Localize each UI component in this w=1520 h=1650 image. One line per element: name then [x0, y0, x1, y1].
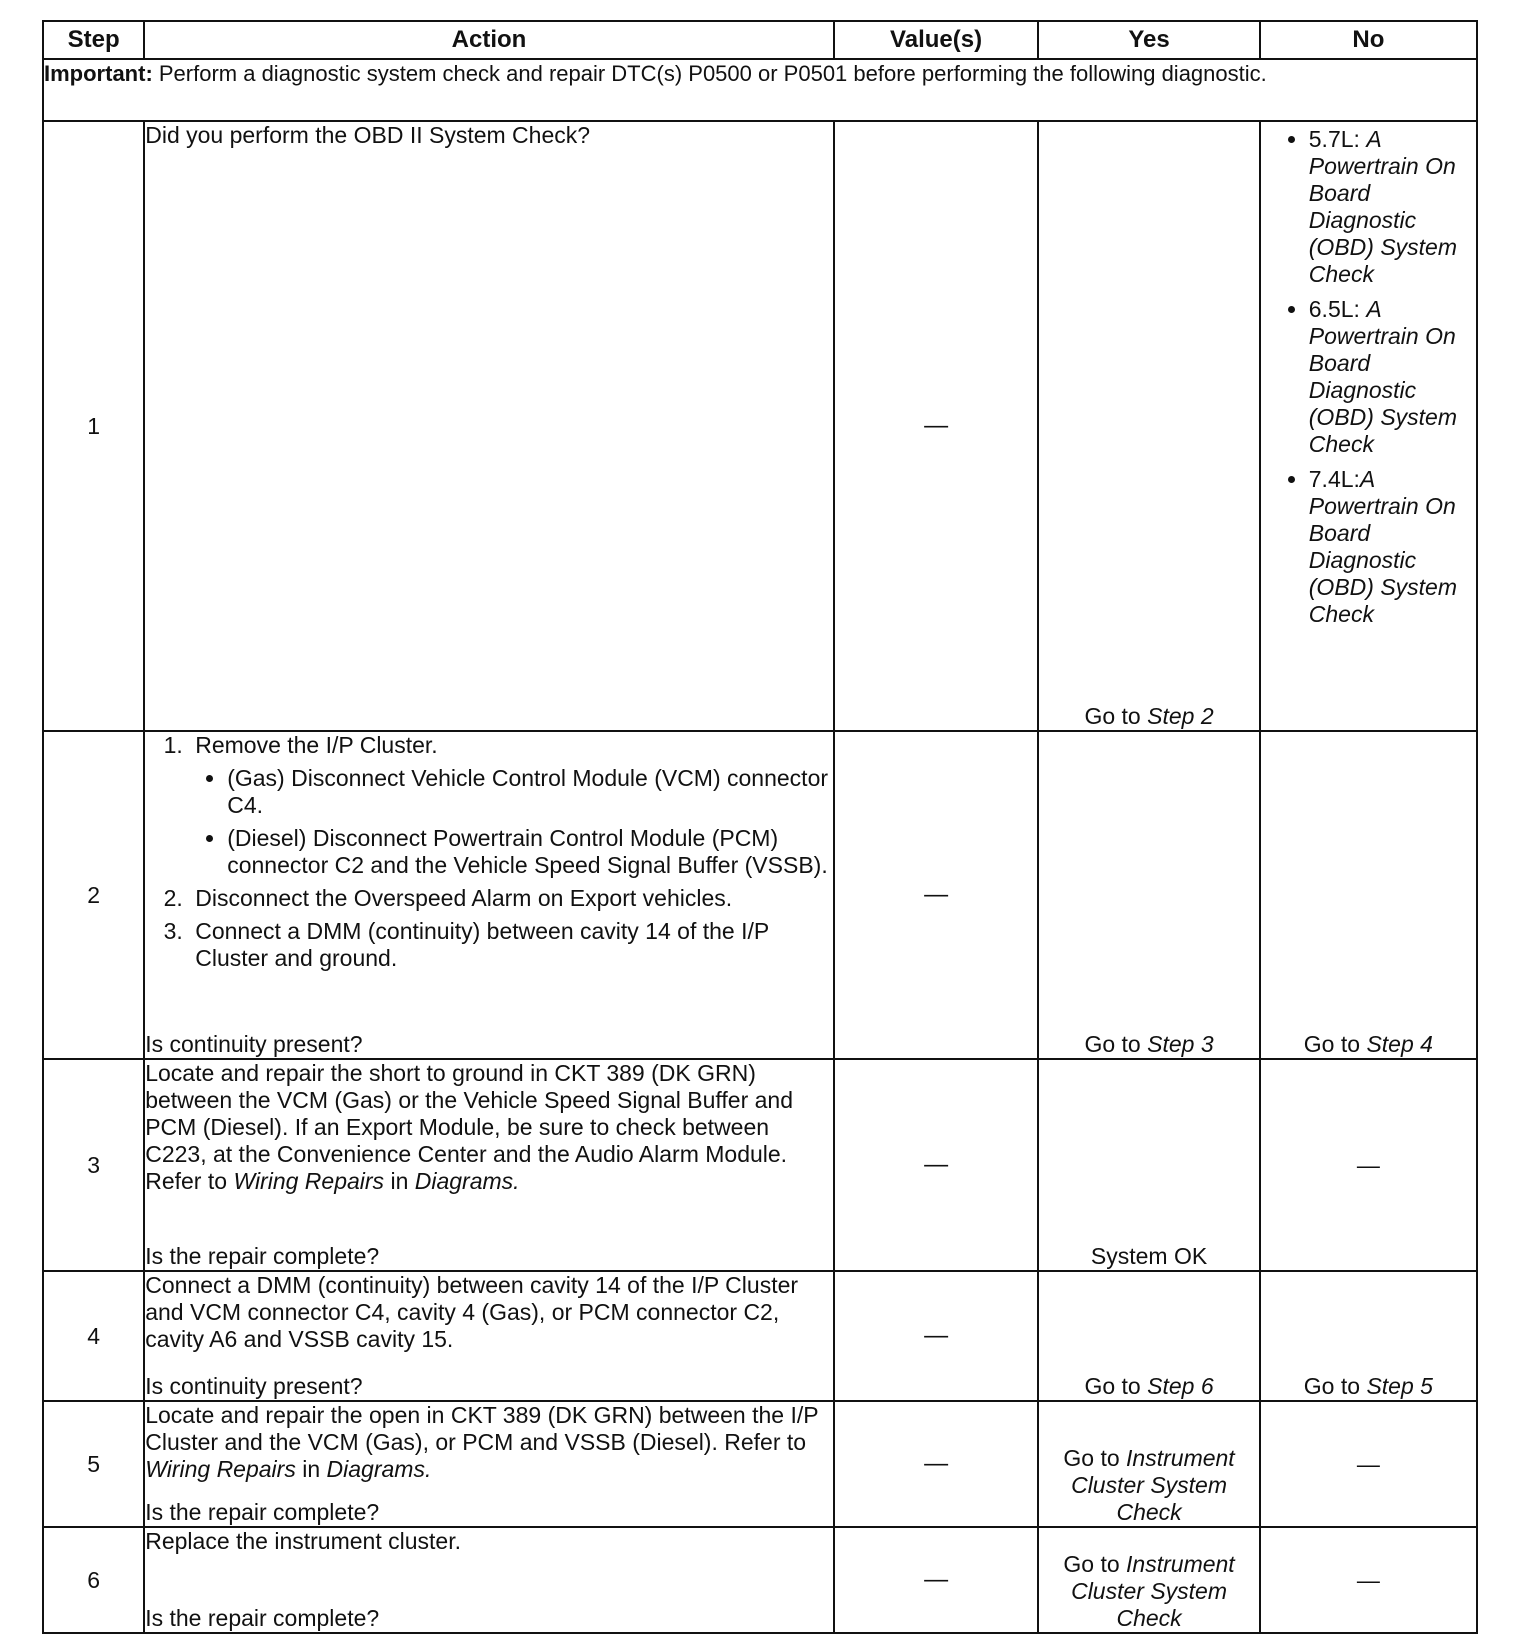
list-item	[1309, 126, 1466, 288]
action-text	[145, 1060, 833, 1195]
wiring-repairs-reference: Wiring Repairs	[233, 1168, 385, 1194]
action-question: Is continuity present?	[145, 1031, 363, 1057]
action-question: Is the repair complete?	[145, 1499, 380, 1525]
step-reference: Step 3	[1147, 1031, 1214, 1057]
procedure-steps	[145, 732, 833, 978]
procedure-step	[189, 732, 833, 879]
go-to-text: Go to	[1303, 1373, 1367, 1399]
step-reference: Step 2	[1147, 703, 1214, 729]
yes-cell	[1038, 121, 1259, 731]
step-number: 6	[43, 1527, 144, 1633]
engine-label: 6.5L:	[1308, 296, 1367, 322]
value-cell: —	[834, 1527, 1039, 1633]
value-cell: —	[834, 121, 1039, 731]
procedure-reference: Instrument Cluster System Check	[1071, 1551, 1235, 1631]
step-number: 4	[43, 1271, 144, 1401]
action-text: Replace the instrument cluster.	[145, 1528, 461, 1554]
no-cell	[1260, 121, 1477, 731]
yes-cell: System OK	[1038, 1059, 1259, 1271]
go-to-text: Go to	[1303, 1031, 1367, 1057]
header-no: No	[1260, 21, 1477, 59]
header-values: Value(s)	[834, 21, 1039, 59]
diagrams-reference: Diagrams.	[414, 1168, 520, 1194]
step-reference: Step 4	[1366, 1031, 1433, 1057]
table-row	[43, 731, 1477, 1059]
list-item	[1309, 466, 1466, 628]
action-cell	[144, 1527, 834, 1633]
go-to-text: Go to	[1063, 1445, 1127, 1471]
step-reference: Step 5	[1366, 1373, 1433, 1399]
important-text: Perform a diagnostic system check and repair DTC(s) P0500 or P0501 before performing the following diagnostic.	[152, 61, 1267, 86]
connector-word: in	[384, 1168, 415, 1194]
sub-step: • (Diesel) Disconnect Powertrain Control Module (PCM) connector C2 and the Vehicle Speed Signal Buffer (VSSB).	[227, 825, 833, 879]
value-cell: —	[834, 1401, 1039, 1527]
header-yes: Yes	[1038, 21, 1259, 59]
table-row	[43, 1271, 1477, 1401]
action-question: Did you perform the OBD II System Check?	[145, 122, 591, 148]
table-row	[43, 1059, 1477, 1271]
no-cell: —	[1260, 1401, 1477, 1527]
value-cell: —	[834, 731, 1039, 1059]
procedure-reference: Instrument Cluster System Check	[1071, 1445, 1235, 1525]
header-step: Step	[43, 21, 144, 59]
table-row	[43, 121, 1477, 731]
connector-word: in	[295, 1456, 327, 1482]
table-row	[43, 1401, 1477, 1527]
go-to-text: Go to	[1084, 1373, 1148, 1399]
yes-cell	[1038, 1401, 1259, 1527]
go-to-text: Go to	[1063, 1551, 1127, 1577]
diagrams-reference: Diagrams.	[326, 1456, 432, 1482]
procedure-step: 2. Disconnect the Overspeed Alarm on Export vehicles.	[189, 885, 833, 912]
engine-label: 7.4L:	[1308, 466, 1360, 492]
step-reference: Step 6	[1147, 1373, 1214, 1399]
action-cell	[144, 121, 834, 731]
procedure-reference: A Powertrain On Board Diagnostic (OBD) System Check	[1308, 466, 1457, 627]
no-reference-list	[1291, 126, 1466, 628]
no-cell: —	[1260, 1527, 1477, 1633]
step-number: 3	[43, 1059, 144, 1271]
value-cell: —	[834, 1059, 1039, 1271]
yes-cell	[1038, 731, 1259, 1059]
action-question: Is continuity present?	[145, 1373, 363, 1399]
sub-steps	[195, 765, 833, 879]
header-row	[43, 21, 1477, 59]
procedure-step-text: Remove the I/P Cluster.	[195, 732, 438, 758]
action-question: Is the repair complete?	[145, 1243, 380, 1269]
list-item	[1309, 296, 1466, 458]
sub-step: • (Gas) Disconnect Vehicle Control Module (VCM) connector C4.	[227, 765, 833, 819]
step-number: 1	[43, 121, 144, 731]
action-cell	[144, 731, 834, 1059]
no-cell	[1260, 731, 1477, 1059]
engine-label: 5.7L:	[1308, 126, 1367, 152]
action-text	[145, 1402, 833, 1483]
action-cell	[144, 1059, 834, 1271]
diagnostic-table	[42, 20, 1478, 1634]
yes-cell	[1038, 1271, 1259, 1401]
procedure-reference: A Powertrain On Board Diagnostic (OBD) System Check	[1308, 126, 1457, 287]
table-row	[43, 1527, 1477, 1633]
important-label: Important:	[44, 61, 153, 86]
value-cell: —	[834, 1271, 1039, 1401]
action-cell	[144, 1271, 834, 1401]
no-cell	[1260, 1271, 1477, 1401]
step-number: 2	[43, 731, 144, 1059]
go-to-text: Go to	[1084, 703, 1148, 729]
action-question: Is the repair complete?	[145, 1605, 380, 1631]
header-action: Action	[144, 21, 834, 59]
action-body: Locate and repair the open in CKT 389 (DK GRN) between the I/P Cluster and the VCM (Gas), or PCM and VSSB (Diesel). Refer to	[145, 1402, 819, 1455]
go-to-text: Go to	[1084, 1031, 1148, 1057]
procedure-reference: A Powertrain On Board Diagnostic (OBD) System Check	[1308, 296, 1457, 457]
action-text: Connect a DMM (continuity) between cavity 14 of the I/P Cluster and VCM connector C4, cavity 4 (Gas), or PCM connector C2, cavity A6 and VSSB cavity 15.	[145, 1272, 799, 1352]
step-number: 5	[43, 1401, 144, 1527]
important-note-row	[43, 59, 1477, 121]
wiring-repairs-reference: Wiring Repairs	[145, 1456, 296, 1482]
procedure-step: 3. Connect a DMM (continuity) between cavity 14 of the I/P Cluster and ground.	[189, 918, 833, 972]
action-body: Locate and repair the short to ground in CKT 389 (DK GRN) between the VCM (Gas) or the Vehicle Speed Signal Buffer and PCM (Diesel). If an Export Module, be sure to check between C223, at the Convenience Center and the Audio Alarm Module. Refer to	[145, 1060, 794, 1194]
no-cell: —	[1260, 1059, 1477, 1271]
important-note	[43, 59, 1477, 121]
yes-cell	[1038, 1527, 1259, 1633]
action-cell	[144, 1401, 834, 1527]
